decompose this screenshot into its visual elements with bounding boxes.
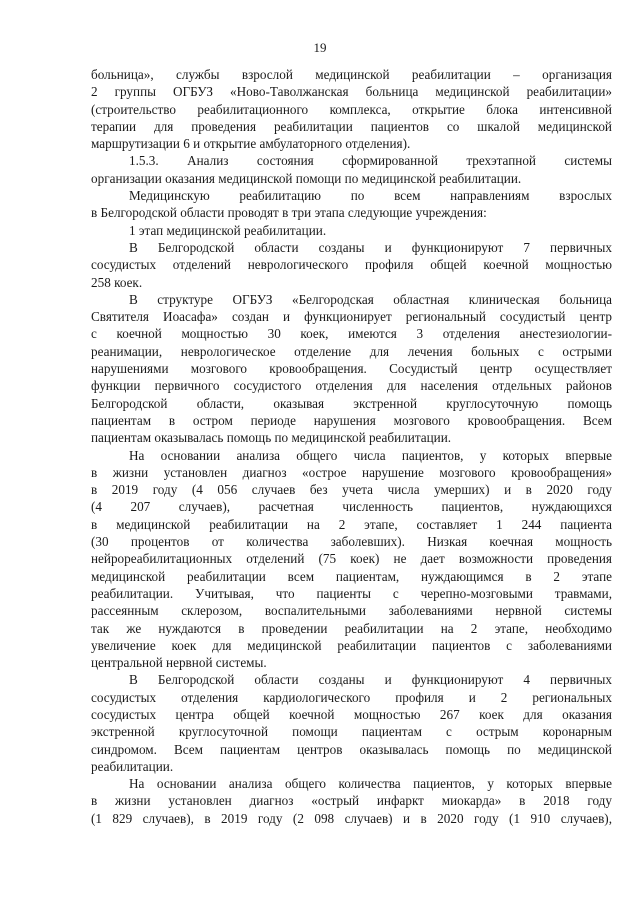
text-line: так же нуждаются в проведении реабилитации на 2 этапе, необходимо: [91, 620, 612, 636]
text-line: (4 207 случаев), расчетная численность пациентов, нуждающихся: [91, 499, 612, 515]
text-line: синдромом. Всем пациентам центров оказывалась помощь по медицинской: [91, 741, 612, 757]
text-line: в медицинской реабилитации на 2 этапе, составляет 1 244 пациента: [91, 516, 612, 532]
text-line: (30 процентов от количества заболевших). Низкая коечная мощность: [91, 534, 612, 550]
text-line: увеличение коек для медицинской реабилитации пациентов с заболеваниями: [91, 637, 612, 653]
text-line: экстренной круглосуточной помощи пациентам с острым коронарным: [91, 724, 612, 740]
text-line: В Белгородской области созданы и функционируют 4 первичных: [129, 672, 612, 688]
text-line: в 2019 году (4 056 случаев без учета числа умерших) и в 2020 году: [91, 482, 612, 498]
text-line: реабилитации.: [91, 758, 174, 774]
text-line: В структуре ОГБУЗ «Белгородская областная клиническая больница: [129, 291, 612, 307]
text-line: с коечной мощностью 30 коек, имеются 3 отделения анестезиологии-: [91, 326, 612, 342]
text-line: 1 этап медицинской реабилитации.: [129, 222, 327, 238]
text-line: центральной нервной системы.: [91, 655, 267, 671]
text-line: (1 829 случаев), в 2019 году (2 098 случаев) и в 2020 году (1 910 случаев),: [91, 810, 612, 826]
text-line: 2 группы ОГБУЗ «Ново-Таволжанская больница медицинской реабилитации»: [91, 84, 612, 100]
text-line: рассеянным склерозом, воспалительными заболеваниями нервной системы: [91, 603, 612, 619]
text-line: больница», службы взрослой медицинской реабилитации – организация: [91, 67, 612, 82]
text-line: в жизни установлен диагноз «острое нарушение мозгового кровообращения»: [91, 464, 612, 480]
text-line: реабилитации. Учитывая, что пациенты с черепно-мозговыми травмами,: [91, 585, 612, 601]
text-line: организации оказания медицинской помощи по медицинской реабилитации.: [91, 170, 522, 186]
text-line: Белгородской области, оказывая экстренной круглосуточную помощь: [91, 395, 612, 411]
text-line: На основании анализа общего числа пациентов, у которых впервые: [129, 447, 612, 463]
text-line: маршрутизации 6 и открытие амбулаторного отделения).: [91, 136, 411, 152]
text-line: сосудистых отделений неврологического профиля общей коечной мощностью: [91, 257, 612, 273]
text-line: сосудистых центра общей коечной мощностью 267 коек для оказания: [91, 706, 612, 722]
text-line: 1.5.3. Анализ состояния сформированной трехэтапной системы: [129, 153, 612, 169]
text-line: сосудистых отделения кардиологического профиля и 2 региональных: [91, 689, 612, 705]
text-line: На основании анализа общего количества пациентов, у которых впервые: [129, 776, 612, 792]
text-line: Святителя Иоасафа» создан и функционирует региональный сосудистый центр: [91, 309, 612, 325]
text-line: (строительство реабилитационного комплекса, открытие блока интенсивной: [91, 101, 612, 117]
text-line: реанимации, неврологическое отделение для лечения больных с острыми: [91, 343, 612, 359]
document-body: [91, 66, 612, 827]
text-line: пациентам оказывалась помощь по медицинской реабилитации.: [91, 430, 452, 446]
text-line: в Белгородской области проводят в три этапа следующие учреждения:: [91, 205, 487, 221]
page-number: 19: [313, 40, 327, 55]
text-line: в жизни установлен диагноз «острый инфаркт миокарда» в 2018 году: [91, 793, 612, 809]
text-line: терапии для проведения реабилитации пациентов со шкалой медицинской: [91, 118, 612, 134]
text-line: В Белгородской области созданы и функционируют 7 первичных: [129, 239, 612, 255]
text-line: Медицинскую реабилитацию по всем направлениям взрослых: [129, 188, 612, 204]
text-line: пациентам в остром периоде нарушения мозгового кровообращения. Всем: [91, 412, 612, 428]
text-line: медицинской реабилитации всем пациентам, нуждающимся в 2 этапе: [91, 568, 612, 584]
text-line: функции первичного сосудистого отделения для населения отдельных районов: [91, 378, 612, 394]
text-line: 258 коек.: [91, 274, 143, 290]
text-line: нейрореабилитационных отделений (75 коек) не дает возможности проведения: [91, 551, 612, 567]
text-line: нарушениями мозгового кровообращения. Сосудистый центр осуществляет: [91, 361, 612, 377]
